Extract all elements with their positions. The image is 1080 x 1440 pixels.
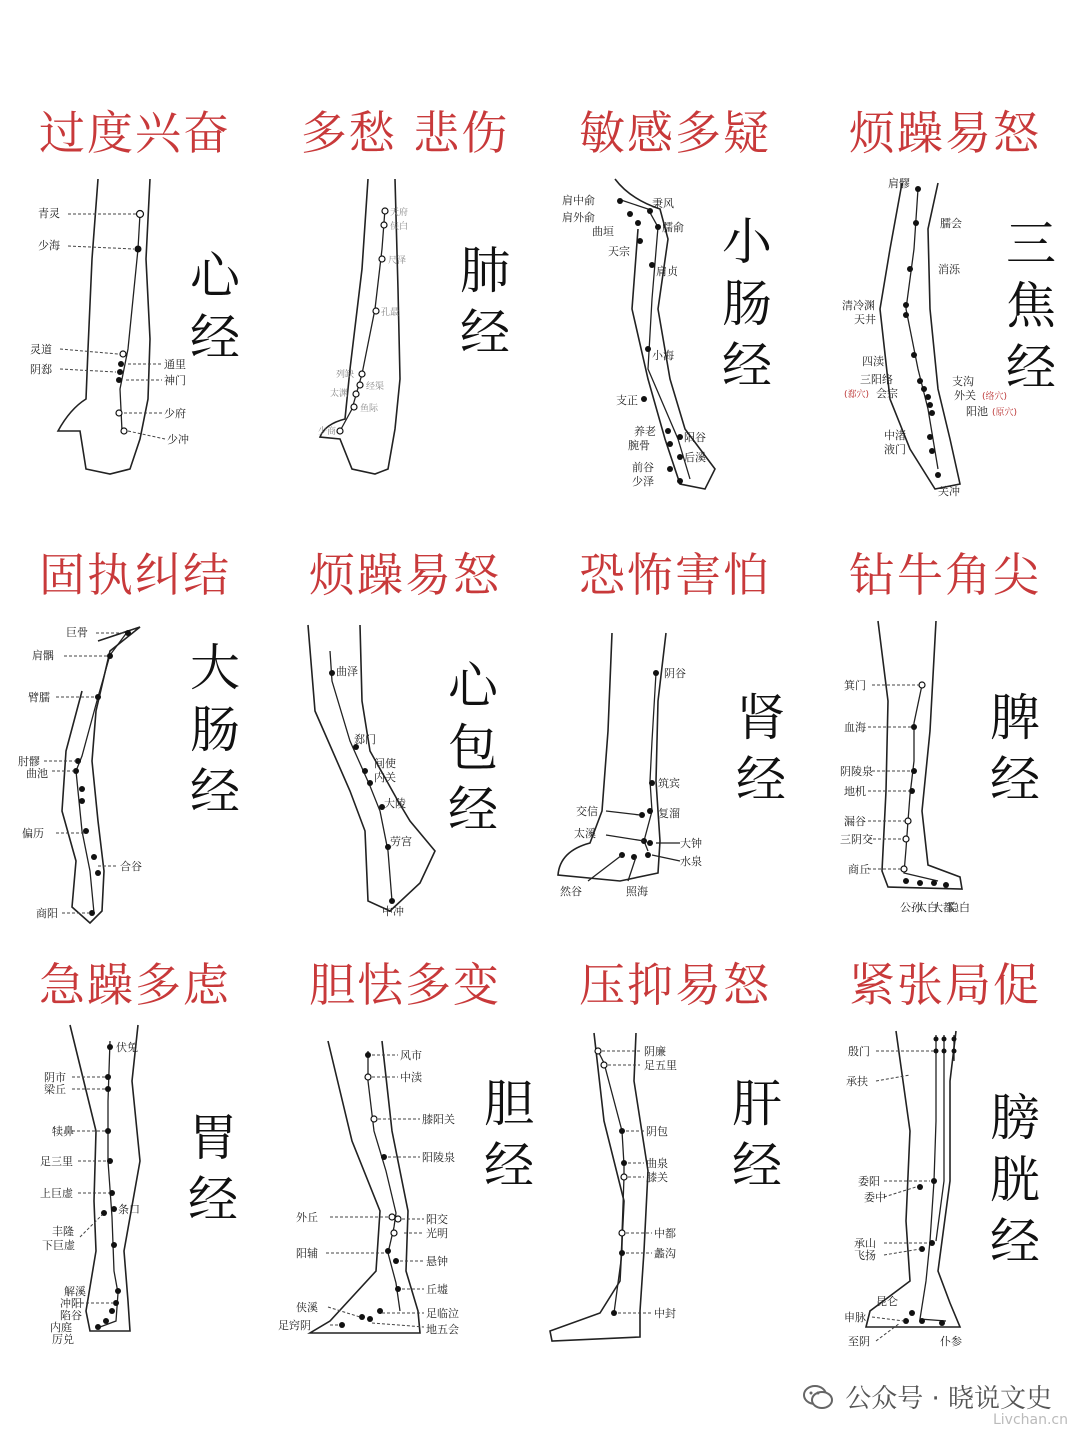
pt-label: 外丘	[296, 1211, 318, 1224]
emotion-label: 过度兴奋	[39, 106, 231, 160]
pt-label: 箕门	[844, 679, 866, 692]
pt-label: 犊鼻	[52, 1125, 74, 1138]
pt-label: 丘墟	[426, 1283, 448, 1296]
cell-stomach	[0, 957, 270, 1357]
meridian-name: 脾 经	[990, 689, 1040, 809]
pt-label: 尺泽	[388, 256, 407, 266]
pt-label: 前谷	[632, 461, 654, 474]
pt-label: 承山	[854, 1237, 876, 1250]
pt-label: 曲垣	[592, 225, 614, 238]
pt-label: 合谷	[120, 860, 142, 873]
pt-label: 肘髎	[18, 755, 40, 768]
cell-spleen	[810, 547, 1080, 947]
pt-label: 公孙	[900, 901, 922, 914]
pt-label: 膝关	[646, 1171, 668, 1184]
emotion-label: 急躁多虑	[39, 958, 231, 1012]
pt-label: 列缺	[336, 370, 355, 380]
pt-label: 大钟	[680, 837, 702, 850]
pt-label: 曲泉	[646, 1157, 668, 1170]
pt-label: 冲阳	[60, 1297, 82, 1310]
emotion-label: 胆怯多变	[309, 958, 501, 1012]
pt-label: 承扶	[846, 1075, 868, 1088]
meridian-name: 小 肠 经	[722, 213, 772, 395]
pt-label: 关冲	[938, 485, 960, 498]
pt-label: 商阳	[36, 907, 58, 920]
pt-label: 足窍阴	[278, 1319, 311, 1332]
pt-label: 交信	[576, 805, 598, 818]
pt-label: 少府	[164, 407, 186, 420]
pt-label: 中渚	[884, 429, 906, 442]
pt-label: 阴陵泉	[840, 765, 873, 778]
cell-triple-burner	[810, 105, 1080, 505]
pt-label: 巨骨	[66, 626, 88, 639]
pt-label: 少泽	[632, 475, 654, 488]
pt-label: 肩中俞	[562, 194, 595, 207]
pt-label: 阳池	[966, 405, 988, 418]
pt-label: 会宗	[876, 387, 898, 400]
meridian-name: 三 焦 经	[1006, 215, 1056, 397]
pt-label: 足五里	[644, 1059, 677, 1072]
pt-label: 中都	[654, 1227, 676, 1240]
pt-label: 养老	[634, 425, 656, 438]
pt-label: 腕骨	[628, 439, 650, 452]
pt-label: 青灵	[38, 207, 60, 220]
pt-label: 地五会	[426, 1323, 459, 1336]
pt-label: 光明	[426, 1227, 448, 1240]
pt-label: 曲池	[26, 767, 48, 780]
pt-label: 偏历	[22, 827, 44, 840]
pt-label: 仆参	[940, 1335, 962, 1348]
pt-label: 天井	[854, 313, 876, 326]
pt-label: 消泺	[938, 263, 960, 276]
pt-label: 漏谷	[844, 815, 866, 828]
cell-liver	[540, 957, 810, 1357]
pt-label: 间使	[374, 757, 396, 770]
emotion-label: 敏感多疑	[579, 106, 771, 160]
pt-label: 内关	[374, 771, 396, 784]
pt-label: 飞扬	[854, 1249, 876, 1262]
pt-label: 复溜	[658, 807, 680, 820]
pt-label: (络穴)	[982, 392, 1008, 402]
emotion-label: 紧张局促	[849, 958, 1041, 1012]
meridian-name: 胆 经	[484, 1075, 534, 1195]
pt-label: 阴谷	[664, 667, 686, 680]
meridian-name: 心 包 经	[448, 657, 498, 839]
pt-label: 神门	[164, 374, 186, 387]
cell-kidney	[540, 547, 810, 947]
meridian-name: 肝 经	[732, 1075, 782, 1195]
pt-label: 清冷渊	[842, 299, 875, 312]
pt-label: 中渎	[400, 1071, 422, 1084]
emotion-label: 固执纠结	[39, 548, 231, 602]
pt-label: 秉风	[652, 197, 674, 210]
pt-label: 足三里	[40, 1155, 73, 1168]
pt-label: 外关	[954, 389, 976, 402]
pt-label: 灵道	[30, 343, 52, 356]
cell-small-intestine	[540, 105, 810, 505]
pt-label: 大都	[932, 901, 954, 914]
pt-label: 经渠	[366, 382, 385, 392]
pt-label: 足临泣	[426, 1307, 459, 1320]
pt-label: 支正	[616, 394, 638, 407]
cell-large-intestine	[0, 547, 270, 947]
pt-label: 商丘	[848, 863, 870, 876]
pt-label: 血海	[844, 721, 866, 734]
pt-label: 申脉	[844, 1311, 866, 1324]
pt-label: 阳陵泉	[422, 1151, 455, 1164]
pt-label: 伏兔	[116, 1041, 138, 1054]
emotion-label: 钻牛角尖	[849, 548, 1041, 602]
pt-label: 肩外俞	[562, 211, 595, 224]
pt-label: 膝阳关	[422, 1113, 455, 1126]
pt-label: 阳谷	[684, 431, 706, 444]
pt-label: 下巨虚	[42, 1239, 75, 1252]
pt-label: 隐白	[948, 901, 970, 914]
pt-label: 阴郄	[30, 363, 52, 376]
pt-label: 丰隆	[52, 1225, 74, 1238]
pt-label: 臂臑	[28, 691, 50, 704]
emotion-label: 烦躁易怒	[849, 106, 1041, 160]
pt-label: 内庭	[50, 1321, 72, 1334]
pt-label: 少冲	[167, 433, 189, 446]
emotion-label: 压抑易怒	[579, 958, 771, 1012]
pt-label: 小海	[652, 349, 674, 362]
pt-label: 殷门	[848, 1045, 870, 1058]
pt-label: 孔最	[381, 308, 400, 318]
pt-label: 太渊	[330, 389, 349, 399]
pt-label: 四渎	[862, 355, 884, 368]
pt-label: 照海	[626, 885, 648, 898]
pt-label: 风市	[400, 1049, 422, 1062]
wechat-icon	[801, 1380, 835, 1414]
pt-label: 支沟	[952, 375, 974, 388]
pt-label: (郄穴)	[844, 390, 870, 400]
meridian-name: 肾 经	[736, 689, 786, 809]
meridian-name: 心 经	[190, 247, 240, 367]
pt-label: 蠡沟	[654, 1247, 676, 1260]
pt-label: 筑宾	[658, 777, 680, 790]
emotion-label: 多愁 悲伤	[300, 106, 510, 160]
pt-label: 陷谷	[60, 1309, 82, 1322]
pt-label: 三阳络	[860, 373, 893, 386]
pt-label: 三阴交	[840, 833, 873, 846]
pt-label: 侠溪	[296, 1301, 318, 1314]
pt-label: 肩髃	[32, 649, 54, 662]
pt-label: 少商	[318, 427, 337, 437]
pt-label: 大陵	[384, 797, 406, 810]
cell-gallbladder	[270, 957, 540, 1357]
pt-label: 肩髎	[888, 177, 910, 190]
cell-heart	[0, 105, 270, 505]
pt-label: 上巨虚	[40, 1187, 73, 1200]
emotion-label: 烦躁易怒	[309, 548, 501, 602]
cell-pericardium	[270, 547, 540, 947]
pt-label: 曲泽	[336, 665, 358, 678]
pt-label: 条口	[118, 1203, 140, 1216]
meridian-name: 大 肠 经	[190, 639, 240, 821]
pt-label: 侠白	[390, 222, 409, 232]
pt-label: 解溪	[64, 1285, 86, 1298]
pt-label: 天府	[390, 208, 409, 218]
pt-label: 然谷	[560, 885, 582, 898]
pt-label: 后溪	[684, 451, 706, 464]
pt-label: 鱼际	[360, 404, 379, 414]
meridian-name: 膀 胱 经	[990, 1089, 1040, 1271]
pt-label: 厉兑	[52, 1333, 74, 1346]
pt-label: 太溪	[574, 827, 596, 840]
pt-label: 梁丘	[44, 1083, 66, 1096]
pt-label: 地机	[844, 785, 866, 798]
cell-lung	[270, 105, 540, 505]
pt-label: 臑俞	[662, 221, 684, 234]
pt-label: 郄门	[354, 733, 376, 746]
emotion-label: 恐怖害怕	[579, 548, 771, 602]
meridian-name: 胃 经	[188, 1109, 238, 1229]
pt-label: 至阴	[848, 1335, 870, 1348]
pt-label: 水泉	[680, 855, 702, 868]
pt-label: 昆仑	[876, 1295, 898, 1308]
pt-label: 阴包	[646, 1125, 668, 1138]
meridian-name: 肺 经	[460, 242, 510, 362]
watermark-text: 公众号 · 晓说文史	[845, 1384, 1052, 1414]
pt-label: 中封	[654, 1307, 676, 1320]
pt-label: 中冲	[382, 905, 404, 918]
pt-label: 太白	[916, 901, 938, 914]
pt-label: 液门	[884, 443, 906, 456]
pt-label: (原穴)	[992, 408, 1018, 418]
pt-label: 阳交	[426, 1213, 448, 1226]
pt-label: 委中	[864, 1191, 886, 1204]
pt-label: 阴廉	[644, 1045, 666, 1058]
pt-label: 阳辅	[296, 1247, 318, 1260]
pt-label: 悬钟	[426, 1255, 448, 1268]
pt-label: 臑会	[940, 217, 962, 230]
pt-label: 委阳	[858, 1175, 880, 1188]
cell-bladder	[810, 957, 1080, 1357]
watermark-site: Livchan.cn	[992, 1412, 1068, 1428]
pt-label: 天宗	[608, 245, 630, 258]
pt-label: 阴市	[44, 1071, 66, 1084]
watermark	[801, 1378, 1052, 1415]
pt-label: 劳宫	[390, 835, 412, 848]
pt-label: 肩贞	[656, 265, 678, 278]
pt-label: 通里	[164, 358, 186, 371]
pt-label: 少海	[38, 239, 60, 252]
